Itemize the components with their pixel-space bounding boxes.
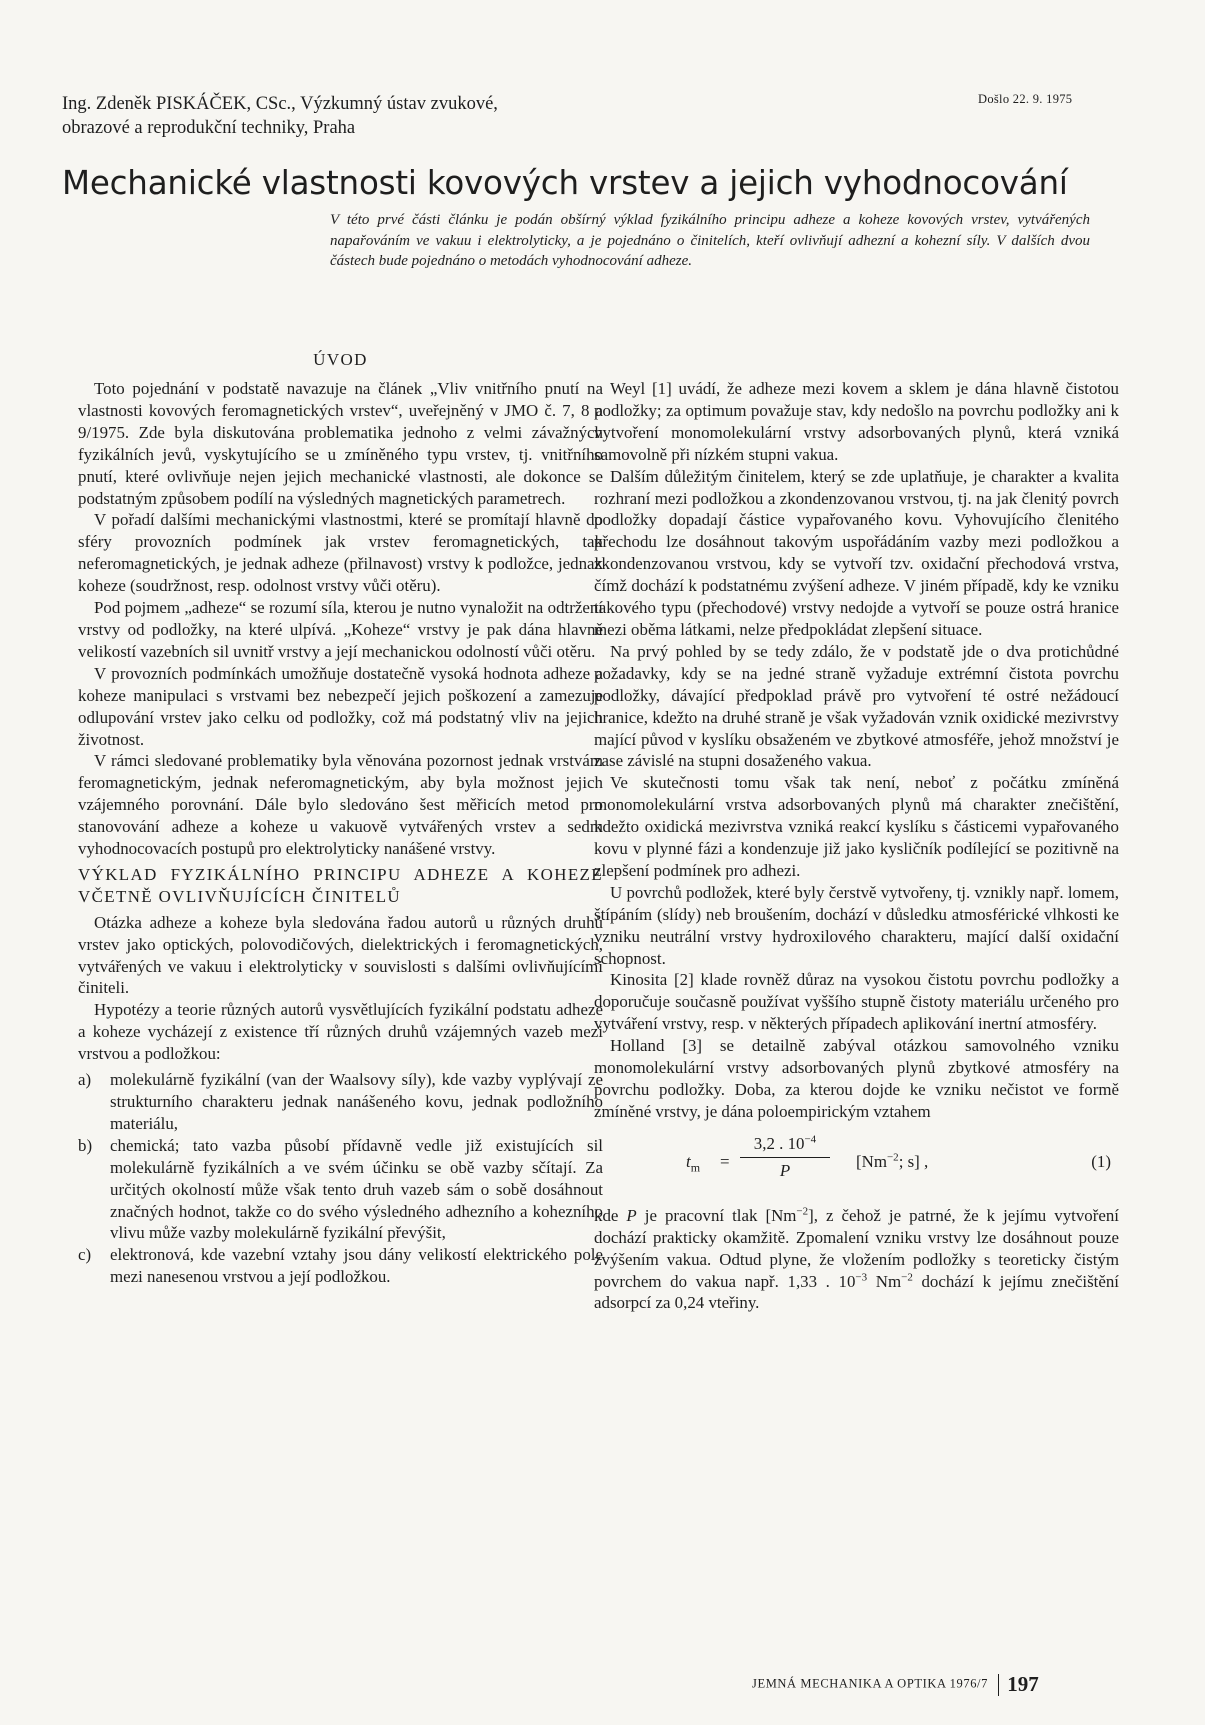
abstract: V této prvé části článku je podán obšírný výklad fyzikálního principu adheze a koheze kovových vrstev, vytvářených napařováním ve vakuu i elektrolyticky, a je pojednáno o činitelích, kteří ovlivňují adhezní a kohezní síly. V dalších dvou částech bude pojednáno o metodách vyhodnocování adheze. xyxy=(330,212,1090,269)
equation-lhs: $t_m$ xyxy=(686,1151,701,1175)
equation-numerator: 3,2 . $10^{-4}$ xyxy=(740,1133,830,1158)
equation-equals: = xyxy=(720,1151,730,1171)
list-marker: c) xyxy=(78,1245,92,1265)
list-marker: a) xyxy=(78,1070,92,1090)
list-item-text: elektronová, kde vazební vztahy jsou dány velikostí elektrického pole mezi nanesenou vrstvou a její podložkou. xyxy=(110,1245,603,1287)
paragraph: Ve skutečnosti tomu však tak není, neboť z počátku zmíněná monomolekulární vrstva adsorbovaných plynů má charakter znečištění, kdežto oxidická mezivrstva vzniká reakcí kyslíku s částicemi vypařovaného kovu v plynné fázi a kondenzuje již jako kysličník podílející se pozitivně na zlepšení podmínek pro adhezi. xyxy=(594,773,1119,880)
paragraph: Dalším důležitým činitelem, který se zde uplatňuje, je charakter a kvalita rozhraní mezi podložkou a zkondenzovanou vrstvou, tj. na jak členitý povrch podložky dopadají částice vypařovaného kovu. Vyhovujícího členitého přechodu lze dosáhnout takovým uspořádáním vazby mezi podložkou a zkondenzovanou vrstvou, kdy se vytvoří tzv. oxidační přechodová vrstva, čímž dochází k podstatnému zvýšení adheze. V jiném případě, kdy ke vzniku takového typu (přechodové) vrstvy nedojde a vytvoří se pouze ostrá hranice mezi oběma látkami, nelze předpokládat zlepšení situace. xyxy=(594,466,1119,639)
footer-divider xyxy=(998,1674,999,1696)
journal-name: JEMNÁ MECHANIKA A OPTIKA 1976/7 xyxy=(752,1676,988,1691)
equation-1 xyxy=(594,1129,1119,1199)
page-footer xyxy=(752,1672,1039,1697)
list-item xyxy=(78,1244,603,1288)
list-item xyxy=(78,1069,603,1135)
article-title: Mechanické vlastnosti kovových vrstev a jejich vyhodnocování xyxy=(62,164,1068,202)
list-item-text: chemická; tato vazba působí přídavně vedle již existujících sil molekulárně fyzikálních a ve svém účinku se obě vazby sčítají. Za určitých okolností může však tento druh vazeb sám o sobě dosáhnout značných hodnot, takže co do svého výsledného adhezního a kohezního vlivu může vazby molekulárně fyzikální převýšit, xyxy=(110,1135,603,1243)
equation-unit: [$Nm^{-2}$; s] , xyxy=(856,1151,929,1171)
equation-number: (1) xyxy=(1091,1151,1111,1171)
paragraph: Holland [3] se detailně zabýval otázkou samovolného vzniku monomolekulární vrstvy adsorbovaných plynů zbytkové atmosféry na povrchu podložky. Doba, za kterou dojde ke vzniku nečistot ve formě zmíněné vrstvy, je dána poloempirickým vztahem xyxy=(594,1036,1119,1121)
author-line-2: obrazové a reprodukční techniky, Praha xyxy=(62,118,356,138)
equation-denominator: P xyxy=(779,1160,791,1180)
paragraph: Weyl [1] uvádí, že adheze mezi kovem a sklem je dána hlavně čistotou podložky; za optimum považuje stav, kdy nedošlo na povrchu podložky ani k vytvoření monomolekulární vrstvy adsorbovaných plynů, která vzniká samovolně při nízkém stupni vakua. xyxy=(594,379,1119,464)
paragraph: U povrchů podložek, které byly čerstvě vytvořeny, tj. vznikly např. lomem, štípáním (slídy) neb broušením, dochází v důsledku atmosférické vlhkosti ke vzniku neutrální vrstvy hydroxilového charakteru, mající další oxidační schopnost. xyxy=(594,882,1119,968)
section-heading-uvod: ÚVOD xyxy=(313,350,368,369)
equation-fraction xyxy=(740,1133,830,1182)
paragraph: V pořadí dalšími mechanickými vlastnostmi, které se promítají hlavně do sféry provozních podmínek jak vrstev feromagnetických, tak neferomagnetických, je jednak adheze (přilnavost) vrstvy k podložce, jednak koheze (soudržnost, resp. odolnost vrstvy vůči otěru). xyxy=(78,510,603,596)
paragraph: Otázka adheze a koheze byla sledována řadou autorů u různých druhů vrstev jako optických, polovodičových, dielektrických i feromagnetických, vytvářených ve vakuu i elektrolyticky v souvislosti s dalšími ovlivňujícími činiteli. xyxy=(78,912,603,998)
section-heading-vyklad: VÝKLAD FYZIKÁLNÍHO PRINCIPU ADHEZE A KOHEZE VČETNĚ OVLIVŇUJÍCÍCH ČINITELŮ xyxy=(78,864,603,906)
paragraph-after-equation: kde P je pracovní tlak $[Nm^{-2}]$, z čehož je patrné, že k jejímu vytvoření dochází prakticky okamžitě. Zpomalení vzniku vrstvy lze dosáhnout pouze zvýšením vakua. Odtud plyne, že vložením podložky s teoreticky čistým povrchem do vakua např. 1,33 . $10^{-3}$ $Nm^{-2}$ dochází k jejímu znečištění adsorpcí za 0,24 vteřiny. xyxy=(594,1205,1119,1313)
paragraph: Na prvý pohled by se tedy zdálo, že v podstatě jde o dva protichůdné požadavky, kdy se na jedné straně vyžaduje extrémní čistota povrchu podložky, dávající předpoklad právě pro vytvoření té ostré nežádoucí hranice, kdežto na druhé straně je však vyžadován vznik oxidické mezivrstvy mající původ v kyslíku obsaženém ve zbytkové atmosféře, jehož množství je zase závislé na stupni dosaženého vakua. xyxy=(594,641,1119,771)
received-date: Došlo 22. 9. 1975 xyxy=(978,92,1073,106)
paragraph: V rámci sledované problematiky byla věnována pozornost jednak vrstvám feromagnetickým, jednak neferomagnetickým, aby byla možnost jejich vzájemného porovnání. Dále bylo sledováno šest měřicích metod pro stanovování adheze a koheze u vakuově vytvářených vrstev a sedm vyhodnocovacích postupů pro elektrolyticky nanášené vrstvy. xyxy=(78,751,603,859)
column-right xyxy=(594,378,1119,1314)
paragraph: Pod pojmem „adheze“ se rozumí síla, kterou je nutno vynaložit na odtržení vrstvy od podložky, na které ulpívá. „Koheze“ vrstvy je pak dána hlavně velikostí vazebních sil uvnitř vrstvy a její mechanickou odolností vůči otěru. xyxy=(78,598,603,661)
list-marker: b) xyxy=(78,1135,93,1155)
author-line-1: Ing. Zdeněk PISKÁČEK, CSc., Výzkumný ústav zvukové, xyxy=(62,94,498,114)
paragraph: V provozních podmínkách umožňuje dostatečně vysoká hodnota adheze a koheze manipulaci s vrstvami bez nebezpečí jejich poškození a zamezuje odlupování vrstev jako celku od podložky, což má podstatný vliv na jejich životnost. xyxy=(78,663,603,749)
bond-type-list xyxy=(78,1069,603,1288)
list-item xyxy=(78,1135,603,1245)
author-block xyxy=(62,92,662,140)
list-item-text: molekulárně fyzikální (van der Waalsovy síly), kde vazby vyplývají ze strukturního charakteru jednak nanášeného kovu, jednak podložního materiálu, xyxy=(110,1070,603,1133)
page-number: 197 xyxy=(1007,1672,1039,1696)
column-left xyxy=(78,378,603,1288)
paragraph: Hypotézy a teorie různých autorů vysvětlujících fyzikální podstatu adheze a koheze vycházejí z existence tří různých druhů vzájemných vazeb mezi vrstvou a podložkou: xyxy=(78,1000,603,1064)
paragraph: Toto pojednání v podstatě navazuje na článek „Vliv vnitřního pnutí na vlastnosti kovových feromagnetických vrstev“, uveřejněný v JMO č. 7, 8 a 9/1975. Zde byla diskutována problematika jednoho z velmi závažných fyzikálních jevů, vyskytujícího se u zmíněného typu vrstev, tj. vnitřního pnutí, které ovlivňuje nejen jejich mechanické vlastnosti, ale dokonce se podstatným způsobem podílí na výsledných magnetických parametrech. xyxy=(78,379,603,508)
paragraph: Kinosita [2] klade rovněž důraz na vysokou čistotu povrchu podložky a doporučuje současně používat vyššího stupně čistoty materiálu určeného pro vytváření vrstvy, resp. v některých případech aplikování inertní atmosféry. xyxy=(594,970,1119,1034)
